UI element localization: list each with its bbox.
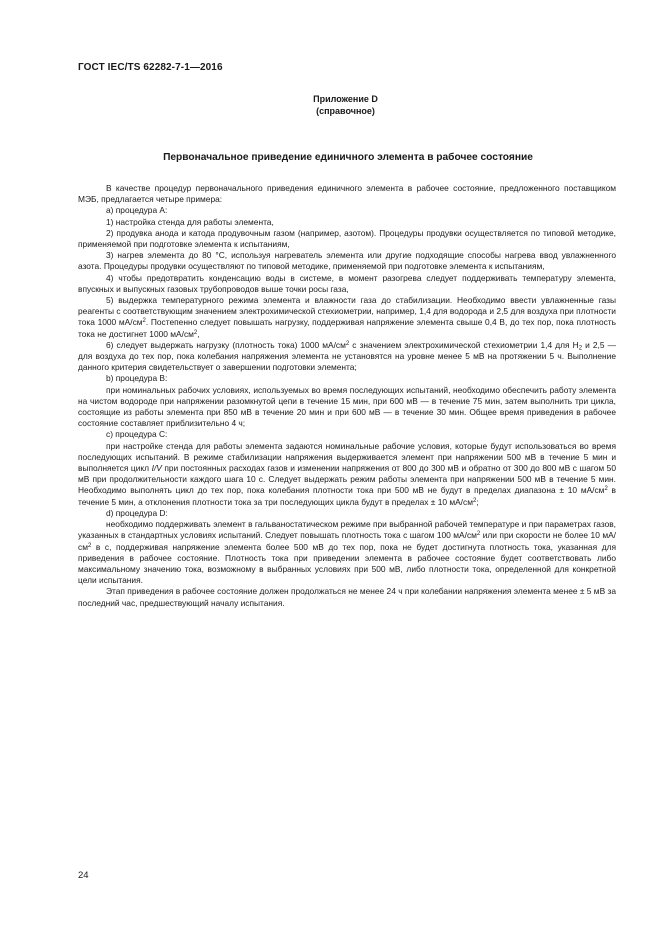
paragraph: необходимо поддерживать элемент в гальваностатическом режиме при выбранной рабочей температуре и при параметрах газов, указанных в стандартных условиях испытаний. Следует повышать плотность тока с шагом 100 $мА/см^2$ или при скорости не более 10 $мА/см^2$ в с, поддерживая напряжение элемента более 500 мВ до тех пор, пока не будет достигнута плотность тока, указанная для приведения в рабочее состояние. Плотность тока при приведении элемента в рабочее состояние будет соответствовать либо максимальному значению тока, возможному в выбранных условиях при 500 мВ, либо плотности тока, определенной для конкретной цели испытания. — [78, 519, 616, 586]
list-item: 3) нагрев элемента до 80 °С, используя нагреватель элемента или другие подходящие способы нагрева ввод увлажненного азота. Процедуры продувки осуществляют по типовой методике, применяемой при подготовке элемента к испытаниям, — [78, 250, 616, 272]
list-item: 4) чтобы предотвратить конденсацию воды в системе, в момент разогрева следует поддерживать температуру элемента, впускных и выпускных газовых трубопроводов выше точки росы газа, — [78, 272, 616, 294]
list-item: 5) выдержка температурного режима элемента и влажности газа до стабилизации. Необходимо ввести увлажненные газы реагенты с соответствующим значением электрохимической стехиометрии, например, 1,4 для водорода и 2,5 для воздуха при плотности тока 1000 $мА/см^2$. Постепенно следует повышать нагрузку, поддерживая напряжение элемента свыше 0,4 В, до тех пор, пока плотность тока не достигнет 1000 $мА/см^2$, — [78, 295, 617, 339]
list-item: 6) следует выдержать нагрузку (плотность тока) 1000 $мА/см^2$ с значением электрохимической стехиометрии 1,4 для $H_2$ и 2,5 — для воздуха до тех пор, пока колебания напряжения элемента не установятся на уровне менее 5 мВ на протяжении 5 ч. Выполнение данного критерия свидетельствует о завершении подготовки элемента; — [78, 339, 616, 373]
paragraph: В качестве процедур первоначального приведения единичного элемента в рабочее состояние, предложенного поставщиком МЭБ, предлагается четыре примера: — [78, 183, 616, 205]
appendix-heading — [0, 93, 661, 117]
appendix-label: Приложение D — [313, 94, 378, 104]
list-item: а) процедура А: — [106, 205, 168, 216]
list-item: 1) настройка стенда для работы элемента, — [106, 216, 274, 227]
paragraph: при номинальных рабочих условиях, используемых во время последующих испытаний, необходимо обеспечить работу элемента на чистом водороде при напряжении разомкнутой цепи в течение 15 мин, при 600 мВ — в течение 75 мин, затем выполнить три цикла, состоящие из работы элемента при 850 мВ в течение 20 мин и при 600 мВ — в течение 30 мин. Общее время приведения в рабочее состояние составляет приблизительно 4 ч; — [78, 384, 616, 429]
appendix-type: (справочное) — [316, 106, 375, 116]
page-number: 24 — [78, 870, 89, 881]
list-item: b) процедура В: — [106, 373, 168, 384]
list-item: с) процедура С: — [106, 429, 168, 440]
paragraph: Этап приведения в рабочее состояние должен продолжаться не менее 24 ч при колебании напряжения элемента менее ± 5 мВ за последний час, предшествующий началу испытания. — [78, 586, 616, 608]
paragraph: при настройке стенда для работы элемента задаются номинальные рабочие условия, которые будут использоваться во время последующих испытаний. В режиме стабилизации напряжения выдерживается элемент при напряжении 500 мВ в течение 5 мин и выполняется цикл I/V при постоянных расходах газов и изменении напряжения от 800 до 300 мВ и обратно от 300 до 800 мВ с шагом 50 мВ при продолжительности каждого шага 10 с. Следует выдержать режим работы элемента при напряжении 500 мВ в течение 5 мин. Необходимо выполнять цикл до тех пор, пока колебания плотности тока при 500 мВ не будут в пределах диапазона ± 10 $мА/см^2$ в течение 5 мин, а отклонения плотности тока за три последующих цикла будут в пределах ± 10 $мА/см^2$; — [78, 440, 616, 507]
list-item: 2) продувка анода и катода продувочным газом (например, азотом). Процедуры продувки осуществляется по типовой методике, применяемой при подготовке элемента к испытаниям, — [78, 227, 616, 250]
document-header: ГОСТ IEC/TS 62282-7-1—2016 — [78, 62, 223, 73]
body-text — [78, 183, 616, 609]
section-title: Первоначальное приведение единичного элемента в рабочее состояние — [163, 152, 533, 163]
list-item: d) процедура D: — [106, 507, 168, 518]
